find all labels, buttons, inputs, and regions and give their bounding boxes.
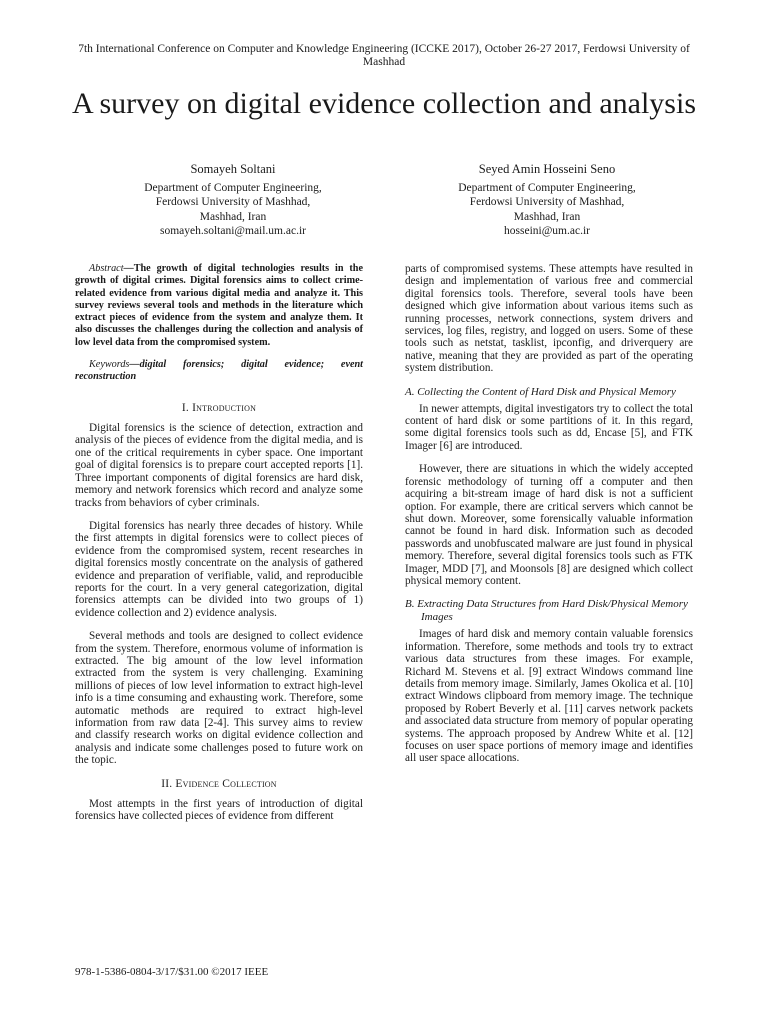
author-block-2 [387, 162, 707, 239]
abstract [75, 263, 363, 349]
author-university: Ferdowsi University of Mashhad, [469, 196, 625, 208]
section-heading-evidence-collection: II. Evidence Collection [161, 777, 277, 790]
subsection-heading-a: A. Collecting the Content of Hard Disk and Physical Memory [405, 385, 676, 398]
author-email: hosseini@um.ac.ir [504, 225, 590, 237]
paragraph: Images of hard disk and memory contain valuable forensics information. Therefore, some methods and tools try to extract various data structures from these images. For example, Richard M. Stevens et al. [9] extract Windows command line details from memory image. Similarly, James Okolica et al. [10] extract Windows clipboard from memory image. The technique proposed by Robert Beverly et al. [11] carves network packets and associated data structure from memory of popular operating systems. The approach proposed by Andrew White et al. [12] focuses on user space portions of memory image and identifies all user space allocations. [405, 628, 693, 765]
author-department: Department of Computer Engineering, [144, 181, 322, 194]
left-column [75, 263, 363, 834]
keywords-label: Keywords [89, 359, 130, 371]
author-name: Somayeh Soltani [190, 162, 276, 176]
author-city: Mashhad, Iran [199, 210, 267, 223]
paragraph: parts of compromised systems. These attempts have resulted in design and implementation of various free and commercial digital forensics tools. Therefore, several tools have been designed which give information about various items such as running processes, network connections, system drivers and services, log files, registry, and logged on users. Some of these tools such as netstat, tasklist, ipconfig, and driverquery are native, meaning that they are provided as part of the operating system distribution. [405, 263, 693, 375]
author-city: Mashhad, Iran [513, 210, 581, 223]
right-column [405, 263, 693, 776]
keywords [75, 359, 363, 384]
section-heading-introduction: I. Introduction [181, 401, 257, 414]
paragraph: Digital forensics has nearly three decades of history. While the first attempts in digital forensics were to collect pieces of evidence from the compromised system, recent researches in digital forensics mostly concentrate on the analysis of gathered evidence and preparation of verifiable, valid, and reproducible reports for the court. In a very general categorization, digital forensics attempts can be divided into two groups of 1) evidence collection and 2) evidence analysis. [75, 519, 363, 619]
abstract-label: Abstract [89, 263, 124, 274]
author-email: somayeh.soltani@mail.um.ac.ir [159, 225, 306, 237]
paper-title: A survey on digital evidence collection and analysis [72, 87, 696, 120]
conference-header: 7th International Conference on Computer and Knowledge Engineering (ICCKE 2017), October 26-27 2017, Ferdowsi University of Mashhad [78, 43, 690, 68]
paragraph: Digital forensics is the science of detection, extraction and analysis of the pieces of evidence from the digital media, and is one of the critical requirements in cyber space. One important goal of digital forensics is to prepare court accepted reports [1]. Three important components of digital forensics are hard disk, memory and network forensics which record and analyze some tracks from behaviors of cyber criminals. [75, 422, 363, 509]
paragraph: Several methods and tools are designed to collect evidence from the system. Therefore, enormous volume of information is extracted. The big amount of the low level information extracted from the system is very challenging. Examining millions of pieces of low level information to extract high-level info is a time consuming and exhausting work. Therefore, some automatic methods are required to extract high-level information from raw data [2-4]. This survey aims to review and classify research works on digital evidence collection and analysis and indicate some challenges posed to future work on the topic. [75, 630, 363, 767]
paragraph: Most attempts in the first years of introduction of digital forensics have collected pieces of evidence from different [75, 798, 363, 823]
copyright-footer: 978-1-5386-0804-3/17/$31.00 ©2017 IEEE [75, 966, 269, 978]
author-block-1 [83, 162, 383, 239]
keywords-text: —digital forensics; digital evidence; event reconstruction [75, 359, 363, 383]
paragraph: In newer attempts, digital investigators try to collect the total content of hard disk or some partitions of it. In this regard, some digital forensics tools such as dd, Encase [5], and FTK Imager [6] are introduced. [405, 402, 693, 452]
author-department: Department of Computer Engineering, [458, 181, 636, 194]
subsection-heading-b: B. Extracting Data Structures from Hard Disk/Physical Memory Images [405, 598, 688, 624]
author-university: Ferdowsi University of Mashhad, [155, 196, 311, 208]
paragraph: However, there are situations in which the widely accepted forensic methodology of turning off a computer and then acquiring a bit-stream image of hard disk is not a sufficient option. For example, there are critical servers which cannot be shut down. Moreover, some forensically valuable information cannot be found in hard disk. Information such as decoded passwords and unobfuscated malware are just found in physical memory. Therefore, several digital forensics tools such as FTK Imager, MDD [7], and Moonsols [8] are designed which collect physical memory content. [405, 463, 693, 587]
author-name: Seyed Amin Hosseini Seno [478, 162, 616, 176]
abstract-text: —The growth of digital technologies results in the growth of digital crimes. Digital forensics aims to collect crime-related evidence from various digital media and analyze it. This survey reviews several tools and methods in the literature which extract pieces of evidence from the system and analyze them. It also discusses the challenges during the collection and analysis of low level data from the compromised system. [75, 263, 363, 348]
